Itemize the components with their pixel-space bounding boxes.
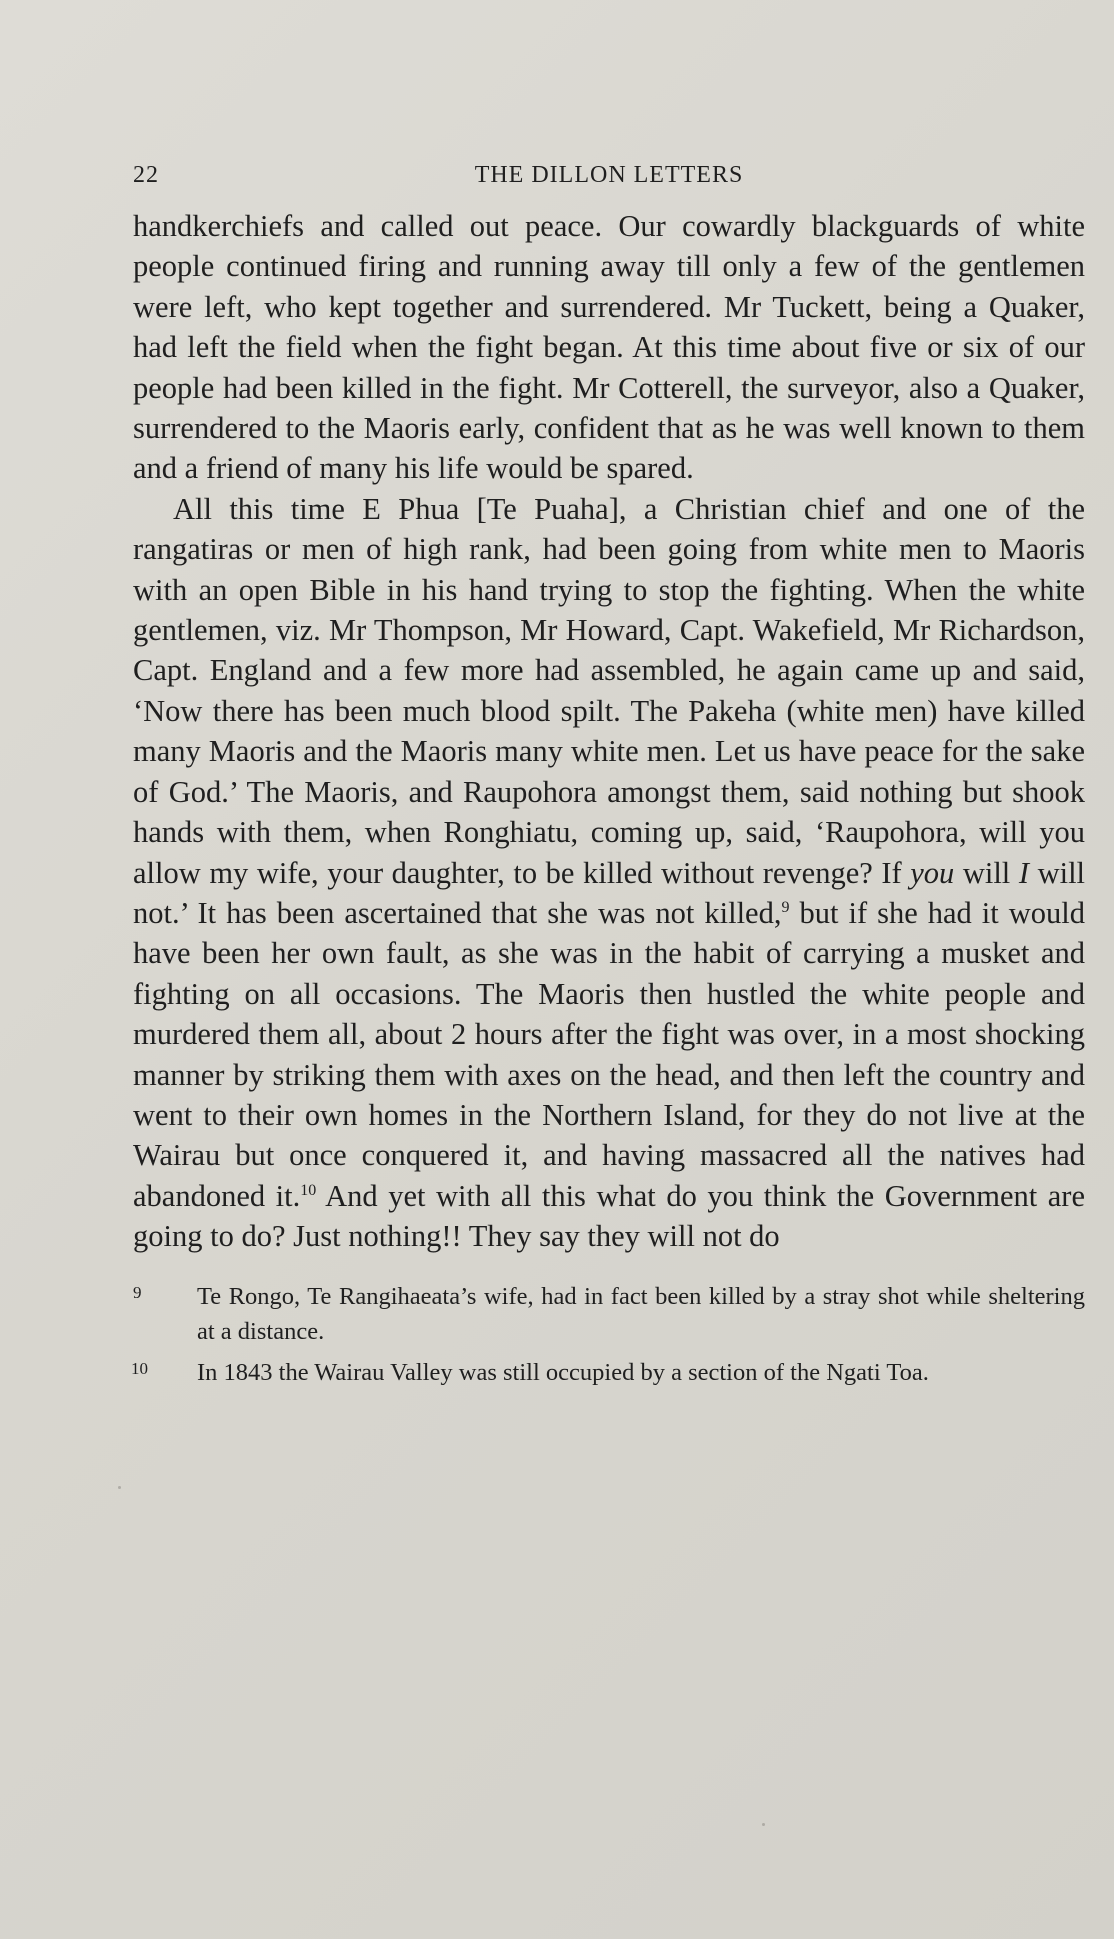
page-content: [133, 150, 1085, 1396]
paragraph-2: [133, 489, 1085, 1257]
paragraph-2-part-c: will not.’ It has been ascertained that she was not killed,: [133, 855, 1086, 930]
paragraph-2-part-a: All this time E Phua [Te Puaha], a Christian chief and one of the rangatiras or men of high rank, had been going from white men to Maoris with an open Bible in his hand trying to stop the fighting. When the white gentlemen, viz. Mr Thompson, Mr Howard, Capt. Wakefield, Mr Richardson, Capt. England and a few more had assembled, he again came up and said, ‘Now there has been much blood spilt. The Pakeha (white men) have killed many Maoris and the Maoris many white men. Let us have peace for the sake of God.’ The Maoris, and Raupohora amongst them, said nothing but shook hands with them, when Ronghiatu, coming up, said, ‘Raupohora, will you allow my wife, your daughter, to be killed without revenge? If: [133, 491, 1085, 890]
page-number: 22: [133, 162, 159, 188]
footnotes: [133, 1279, 1085, 1390]
paragraph-1: handkerchiefs and called out peace. Our cowardly blackguards of white people continued firing and running away till only a few of the gentlemen were left, who kept together and surrendered. Mr Tuckett, being a Quaker, had left the field when the fight began. At this time about five or six of our people had been killed in the fight. Mr Cotterell, the surveyor, also a Quaker, surrendered to the Maoris early, confident that as he was well known to them and a friend of many his life would be spared.: [133, 209, 1085, 486]
paragraph-2-part-e: And yet with all this what do you think the Government are going to do? Just nothing!! They say they will not do: [133, 1178, 1085, 1254]
footnote-number: 10: [131, 1358, 148, 1378]
footnote-text: In 1843 the Wairau Valley was still occupied by a section of the Ngati Toa.: [197, 1358, 929, 1386]
paragraph-2-part-d: but if she had it would have been her own fault, as she was in the habit of carrying a musket and fighting on all occasions. The Maoris then hustled the white people and murdered them all, about 2 hours after the fight was over, in a most shocking manner by striking them with axes on the head, and then left the country and went to their own homes in the Northern Island, for they do not live at the Wairau but once conquered it, and having massacred all the natives had abandoned it.: [133, 895, 1086, 1213]
footnote-ref-9: 9: [781, 898, 790, 916]
footnote-9: [133, 1279, 1085, 1349]
paper-speck: [118, 1486, 121, 1489]
paper-speck: [762, 1823, 765, 1826]
footnote-ref-10: 10: [300, 1181, 317, 1199]
footnote-number: 9: [133, 1282, 142, 1302]
footnote-text: Te Rongo, Te Rangihaeata’s wife, had in fact been killed by a stray shot while sheltering at a distance.: [197, 1282, 1085, 1345]
running-title: THE DILLON LETTERS: [474, 162, 744, 188]
footnote-10: [133, 1355, 1085, 1390]
body-text: [133, 206, 1085, 1257]
paragraph-2-part-b: will: [962, 855, 1011, 890]
emphasis-you: you: [910, 855, 955, 890]
running-head: [133, 150, 1085, 206]
emphasis-i: I: [1018, 855, 1030, 890]
